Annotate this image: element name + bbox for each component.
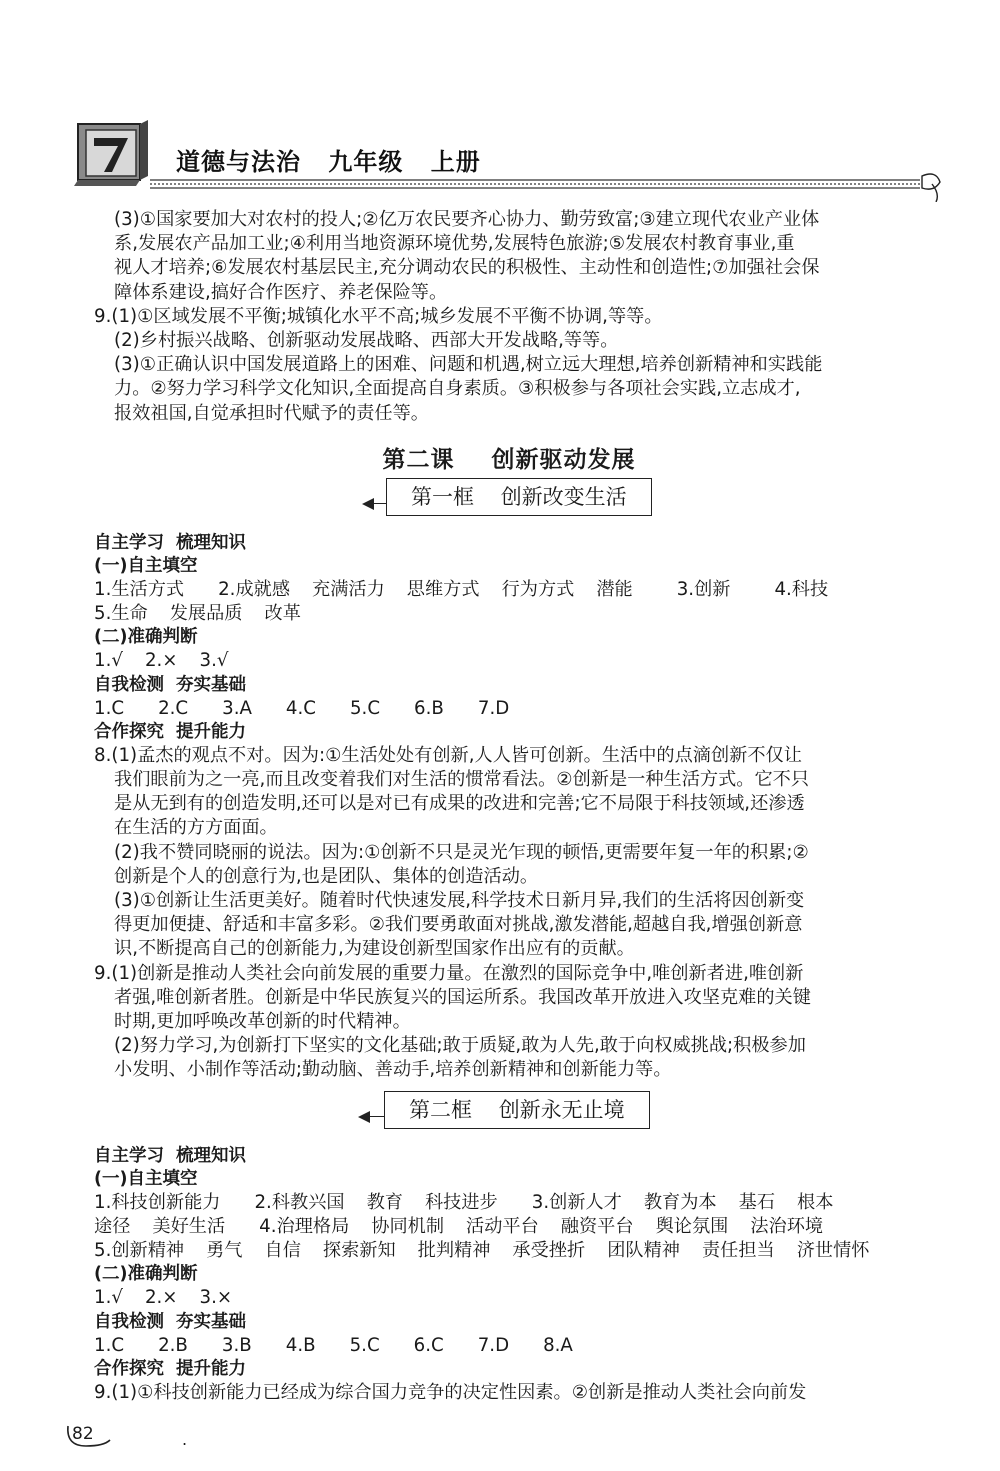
section-heading — [94, 532, 924, 555]
section-title: 自我检测 — [94, 674, 164, 695]
text-line: 9.(1)创新是推动人类社会向前发展的重要力量。在激烈的国际竞争中,唯创新者进,唯创新 — [94, 962, 804, 984]
answer-item: 1.科技创新能力 — [94, 1191, 221, 1213]
answer-item: 团队精神 — [607, 1240, 680, 1262]
q8-3-answer — [94, 889, 924, 962]
answer-item: 1.C — [94, 697, 125, 719]
answer-item: 发展品质 — [169, 603, 243, 625]
answer-item: 8.A — [543, 1334, 573, 1356]
header-volume: 上册 — [430, 147, 481, 176]
header-rule — [150, 172, 950, 202]
answer-item: 2.B — [158, 1334, 188, 1356]
text-line: 8.(1)孟杰的观点不对。因为:①生活处处有创新,人人皆可创新。生活中的点滴创新不仅让 — [94, 744, 802, 766]
answer-item: 5.C — [349, 697, 381, 719]
answer-item: 1.√ — [94, 1287, 123, 1309]
answer-item: 法治环境 — [750, 1215, 824, 1237]
text-line: 障体系建设,搞好合作医疗、养老保险等。 — [114, 281, 448, 303]
answer-content — [94, 208, 924, 1405]
section-subtitle: 梳理知识 — [176, 1145, 246, 1166]
answer-item: 5.创新精神 — [94, 1240, 185, 1262]
q8-2-answer — [94, 841, 924, 889]
frame2-title: 创新永无止境 — [498, 1097, 625, 1122]
book-logo-icon — [72, 118, 152, 190]
frame1-box — [386, 478, 652, 516]
q9-answer: 9.(1)①科技创新能力已经成为综合国力竞争的决定性因素。②创新是推动人类社会向前发 — [94, 1381, 807, 1403]
header-grade: 九年级 — [328, 147, 404, 176]
answer-item: 勇气 — [206, 1240, 243, 1262]
frame1-number: 第一框 — [411, 485, 474, 510]
fill-heading: (一)自主填空 — [94, 556, 198, 577]
arrow-left-icon — [362, 498, 374, 510]
answer-item: 科技进步 — [424, 1191, 498, 1213]
answer-item: 4.C — [285, 697, 316, 719]
answer-item: 根本 — [797, 1191, 834, 1213]
answer-item: 充满活力 — [312, 579, 385, 601]
answer-item: 2.× — [144, 650, 178, 672]
decorative-dot: . — [182, 1430, 188, 1449]
answer-item: 4.B — [285, 1334, 316, 1356]
answer-item: 舆论氛围 — [655, 1215, 729, 1237]
answer-item: 3.× — [199, 1287, 233, 1309]
text-line: (2)努力学习,为创新打下坚实的文化基础;敢于质疑,敢为人先,敢于向权威挑战;积极参加 — [114, 1035, 806, 1057]
text-line: (3)①创新让生活更美好。随着时代快速发展,科学技术日新月异,我们的生活将因创新变 — [114, 890, 805, 912]
section-subtitle: 提升能力 — [176, 721, 246, 742]
answer-item: 活动平台 — [466, 1215, 539, 1237]
section-subtitle: 梳理知识 — [176, 533, 246, 554]
text-line: 我们眼前为之一亮,而且改变着我们对生活的惯常看法。②创新是一种生活方式。它不只 — [114, 769, 810, 791]
q3-answer — [94, 208, 924, 305]
text-line: (2)我不赞同晓丽的说法。因为:①创新不只是灵光乍现的顿悟,更需要年复一年的积累;② — [114, 841, 809, 863]
answer-item: 潜能 — [596, 579, 633, 601]
section-heading — [94, 1145, 924, 1168]
answer-item: 行为方式 — [501, 579, 575, 601]
q9-answer — [94, 962, 924, 1035]
page-number — [64, 1422, 112, 1450]
answer-item: 教育 — [366, 1191, 403, 1213]
text-line: (3)①国家要加大对农村的投人;②亿万农民要齐心协力、勤劳致富;③建立现代农业产业体 — [114, 209, 820, 230]
lesson-heading — [94, 445, 924, 473]
answer-item: 3.√ — [199, 650, 229, 672]
answer-item: 5.C — [349, 1334, 380, 1356]
answer-item: 3.创新 — [676, 579, 731, 601]
answer-item: 5.生命 — [94, 603, 148, 625]
fill-row — [94, 1215, 924, 1239]
frame1-heading — [94, 478, 924, 524]
answer-item: 3.B — [221, 1334, 252, 1356]
judge-row — [94, 649, 924, 673]
arrow-left-icon — [358, 1111, 370, 1123]
text-line: 识,不断提高自己的创新能力,为建设创新型国家作出应有的贡献。 — [114, 938, 635, 960]
text-line: 得更加便捷、舒适和丰富多彩。②我们要勇敢面对挑战,激发潜能,超越自我,增强创新意 — [114, 914, 803, 936]
answer-item: 济世情怀 — [796, 1240, 870, 1262]
section-subtitle: 夯实基础 — [176, 1311, 246, 1332]
page-number-text: 82 — [72, 1424, 94, 1444]
fill-row — [94, 1191, 924, 1215]
answer-item: 基石 — [738, 1191, 776, 1213]
q9-2-answer: (2)乡村振兴战略、创新驱动发展战略、西部大开发战略,等等。 — [114, 330, 619, 352]
answer-item: 7.D — [477, 697, 510, 719]
section-title: 自主学习 — [94, 533, 164, 554]
answer-item: 责任担当 — [701, 1240, 775, 1262]
answer-item: 2.C — [158, 697, 189, 719]
answer-item: 教育为本 — [643, 1191, 717, 1213]
fill-row — [94, 602, 924, 626]
answer-item: 1.√ — [94, 650, 123, 672]
text-line: 系,发展农产品加工业;④利用当地资源环境优势,发展特色旅游;⑤发展农村教育事业,重 — [114, 233, 795, 255]
answer-item: 3.创新人才 — [531, 1191, 622, 1213]
section-heading — [94, 1311, 924, 1334]
q9-2-answer — [94, 1034, 924, 1082]
text-line: 力。②努力学习科学文化知识,全面提高自身素质。③积极参与各项社会实践,立志成才, — [114, 378, 801, 400]
section-subtitle: 夯实基础 — [176, 674, 246, 695]
section-title: 自主学习 — [94, 1145, 164, 1166]
header-subject: 道德与法治 — [176, 147, 301, 176]
answer-item: 思维方式 — [406, 579, 480, 601]
text-line: 者强,唯创新者胜。创新是中华民族复兴的国运所系。我国改革开放进入攻坚克难的关键 — [114, 986, 811, 1008]
answer-item: 6.B — [414, 697, 444, 719]
section-title: 自我检测 — [94, 1311, 164, 1332]
choice-row — [94, 1334, 924, 1358]
q9-1-answer: 9.(1)①区域发展不平衡;城镇化水平不高;城乡发展不平衡不协调,等等。 — [94, 305, 663, 327]
answer-item: 自信 — [264, 1240, 301, 1262]
section-title: 合作探究 — [94, 1358, 164, 1379]
answer-item: 2.× — [144, 1287, 178, 1309]
answer-item: 2.科教兴国 — [254, 1191, 345, 1213]
answer-item: 承受挫折 — [512, 1240, 586, 1262]
text-line: 创新是个人的创意行为,也是团队、集体的创造活动。 — [114, 865, 539, 887]
q8-answer — [94, 744, 924, 841]
answer-item: 协同机制 — [371, 1215, 445, 1237]
section-heading — [94, 674, 924, 697]
frame2-heading — [94, 1091, 924, 1137]
answer-item: 美好生活 — [152, 1215, 226, 1237]
answer-item: 1.C — [94, 1334, 125, 1356]
text-line: 报效祖国,自觉承担时代赋予的责任等。 — [114, 402, 429, 424]
section-heading — [94, 1358, 924, 1381]
answer-item: 3.A — [222, 697, 252, 719]
answer-item: 改革 — [264, 603, 301, 625]
answer-item: 途径 — [94, 1215, 131, 1237]
text-line: 小发明、小制作等活动;勤动脑、善动手,培养创新精神和创新能力等。 — [114, 1059, 672, 1081]
judge-row — [94, 1286, 924, 1310]
fill-heading: (一)自主填空 — [94, 1168, 198, 1189]
judge-heading: (二)准确判断 — [94, 627, 198, 648]
text-line: 在生活的方方面面。 — [114, 817, 278, 839]
answer-item: 1.生活方式 — [94, 579, 185, 601]
section-heading — [94, 721, 924, 744]
text-line: 时期,更加呼唤改革创新的时代精神。 — [114, 1011, 411, 1033]
answer-item: 批判精神 — [417, 1240, 491, 1262]
section-subtitle: 提升能力 — [176, 1358, 246, 1379]
text-line: 是从无到有的创造发明,还可以是对已有成果的改进和完善;它不局限于科技领域,还渗透 — [114, 793, 805, 815]
fill-row — [94, 1239, 924, 1263]
answer-item: 7.D — [477, 1334, 510, 1356]
answer-item: 探索新知 — [322, 1240, 396, 1262]
choice-row — [94, 697, 924, 721]
frame2-box — [384, 1091, 650, 1129]
answer-item: 4.科技 — [774, 579, 829, 601]
answer-item: 6.C — [413, 1334, 444, 1356]
section-title: 合作探究 — [94, 721, 164, 742]
frame1-title: 创新改变生活 — [500, 485, 627, 510]
fill-row — [94, 578, 924, 602]
judge-heading: (二)准确判断 — [94, 1264, 198, 1285]
lesson-number: 第二课 — [382, 445, 455, 473]
q9-3-answer — [94, 353, 924, 426]
text-line: (3)①正确认识中国发展道路上的困难、问题和机遇,树立远大理想,培养创新精神和实践能 — [114, 354, 823, 376]
text-line: 视人才培养;⑥发展农村基层民主,充分调动农民的积极性、主动性和创造性;⑦加强社会保 — [114, 257, 820, 279]
answer-item: 2.成就感 — [218, 579, 291, 601]
answer-item: 4.治理格局 — [259, 1215, 350, 1237]
frame2-number: 第二框 — [409, 1097, 472, 1122]
lesson-title: 创新驱动发展 — [491, 445, 636, 473]
answer-item: 融资平台 — [560, 1215, 634, 1237]
